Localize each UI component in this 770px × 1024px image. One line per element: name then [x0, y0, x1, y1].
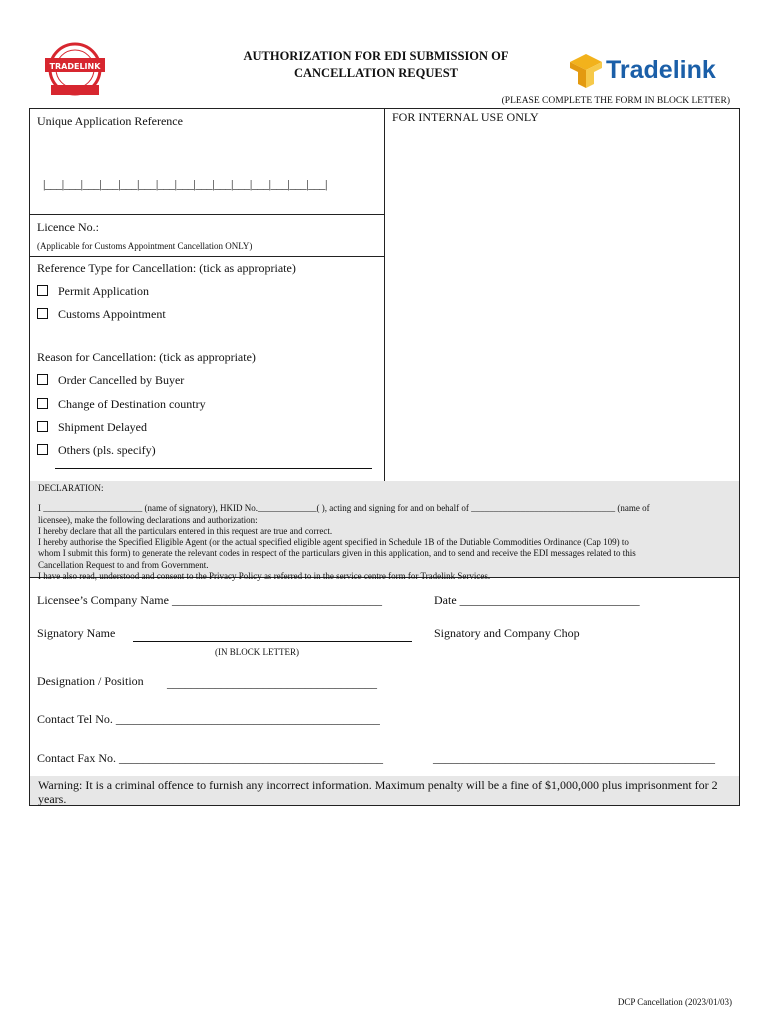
checkbox-icon[interactable]: [37, 398, 48, 409]
checkbox-icon[interactable]: [37, 285, 48, 296]
checkbox-order-cancelled[interactable]: Order Cancelled by Buyer: [37, 373, 184, 388]
block-letter-hint: (IN BLOCK LETTER): [215, 647, 299, 657]
signatory-name-field[interactable]: [133, 641, 412, 642]
checkbox-change-destination[interactable]: Change of Destination country: [37, 397, 206, 412]
uar-label: Unique Application Reference: [37, 114, 183, 128]
divider: [29, 214, 385, 215]
signatory-name-label: Signatory Name: [37, 626, 116, 640]
contact-fax-field[interactable]: Contact Fax No. ____________________________________________: [37, 751, 383, 765]
form-version-footer: DCP Cancellation (2023/01/03): [617, 997, 732, 1007]
tradelink-wordmark: Tradelink: [606, 56, 716, 84]
designation-field[interactable]: ___________________________________: [167, 676, 377, 690]
title-line-2: CANCELLATION REQUEST: [293, 66, 459, 80]
date-field[interactable]: Date ______________________________: [434, 593, 640, 607]
declaration-line: I hereby authorise the Specified Eligible Agent (or the actual specified eligible agent specified in Schedule 1B of the Dutiable Commodities Ordinance (Cap 109) to: [38, 537, 629, 548]
licence-note: (Applicable for Customs Appointment Cancellation ONLY): [37, 241, 253, 251]
chop-signature-line[interactable]: _______________________________________________: [433, 751, 715, 765]
tradelink-seal-logo: [37, 41, 113, 101]
tradelink-logo: [566, 52, 731, 92]
checkbox-icon[interactable]: [37, 421, 48, 432]
chop-label: Signatory and Company Chop: [434, 626, 580, 640]
declaration-line: licensee), make the following declarations and authorization:: [38, 514, 258, 525]
internal-use-label: FOR INTERNAL USE ONLY: [392, 110, 539, 124]
designation-label: Designation / Position: [37, 674, 144, 688]
uar-input[interactable]: |___|___|___|___|___|___|___|___|___|___|___|___|___|___|___|: [43, 177, 328, 191]
checkbox-others[interactable]: Others (pls. specify): [37, 443, 156, 458]
checkbox-permit-application[interactable]: Permit Application: [37, 284, 149, 299]
block-letter-note: (PLEASE COMPLETE THE FORM IN BLOCK LETTER): [501, 96, 730, 106]
others-specify-field[interactable]: [55, 468, 372, 469]
declaration-line: Cancellation Request to and from Government.: [38, 559, 209, 570]
checkbox-shipment-delayed[interactable]: Shipment Delayed: [37, 420, 147, 435]
checkbox-icon[interactable]: [37, 308, 48, 319]
declaration-line: I hereby declare that all the particulars entered in this request are true and correct.: [38, 525, 333, 536]
warning-box: Warning: It is a criminal offence to furnish any incorrect information. Maximum penalty will be a fine of $1,000,000 plus imprisonment for 2 years.: [30, 776, 739, 805]
declaration-section: [30, 481, 739, 582]
declaration-line: I ______________________ (name of signatory), HKID No._____________( ), acting and signing for and on behalf of ________________________________ (name of: [38, 503, 650, 514]
divider: [29, 256, 385, 257]
declaration-line: I have also read, understood and consent to the Privacy Policy as referred to in the service centre form for Tradelink Services.: [38, 571, 491, 582]
checkbox-icon[interactable]: [37, 444, 48, 455]
licence-label: Licence No.:: [37, 220, 99, 234]
declaration-line: whom I submit this form) to generate the relevant codes in respect of the particulars given in this application, and to send and receive the EDI messages related to this: [38, 548, 636, 559]
ref-type-label: Reference Type for Cancellation: (tick as appropriate): [37, 261, 296, 275]
reason-label: Reason for Cancellation: (tick as appropriate): [37, 350, 256, 364]
company-name-field[interactable]: Licensee’s Company Name ___________________________________: [37, 593, 382, 607]
declaration-heading: DECLARATION:: [38, 483, 104, 493]
title-line-1: AUTHORIZATION FOR EDI SUBMISSION OF: [243, 49, 509, 63]
seal-text: TRADELINK: [49, 62, 101, 71]
form-title: [200, 48, 552, 82]
checkbox-customs-appointment[interactable]: Customs Appointment: [37, 307, 166, 322]
checkbox-icon[interactable]: [37, 374, 48, 385]
contact-tel-field[interactable]: Contact Tel No. ____________________________________________: [37, 712, 380, 726]
tradelink-mark-icon: [566, 52, 606, 92]
column-divider: [384, 108, 385, 481]
